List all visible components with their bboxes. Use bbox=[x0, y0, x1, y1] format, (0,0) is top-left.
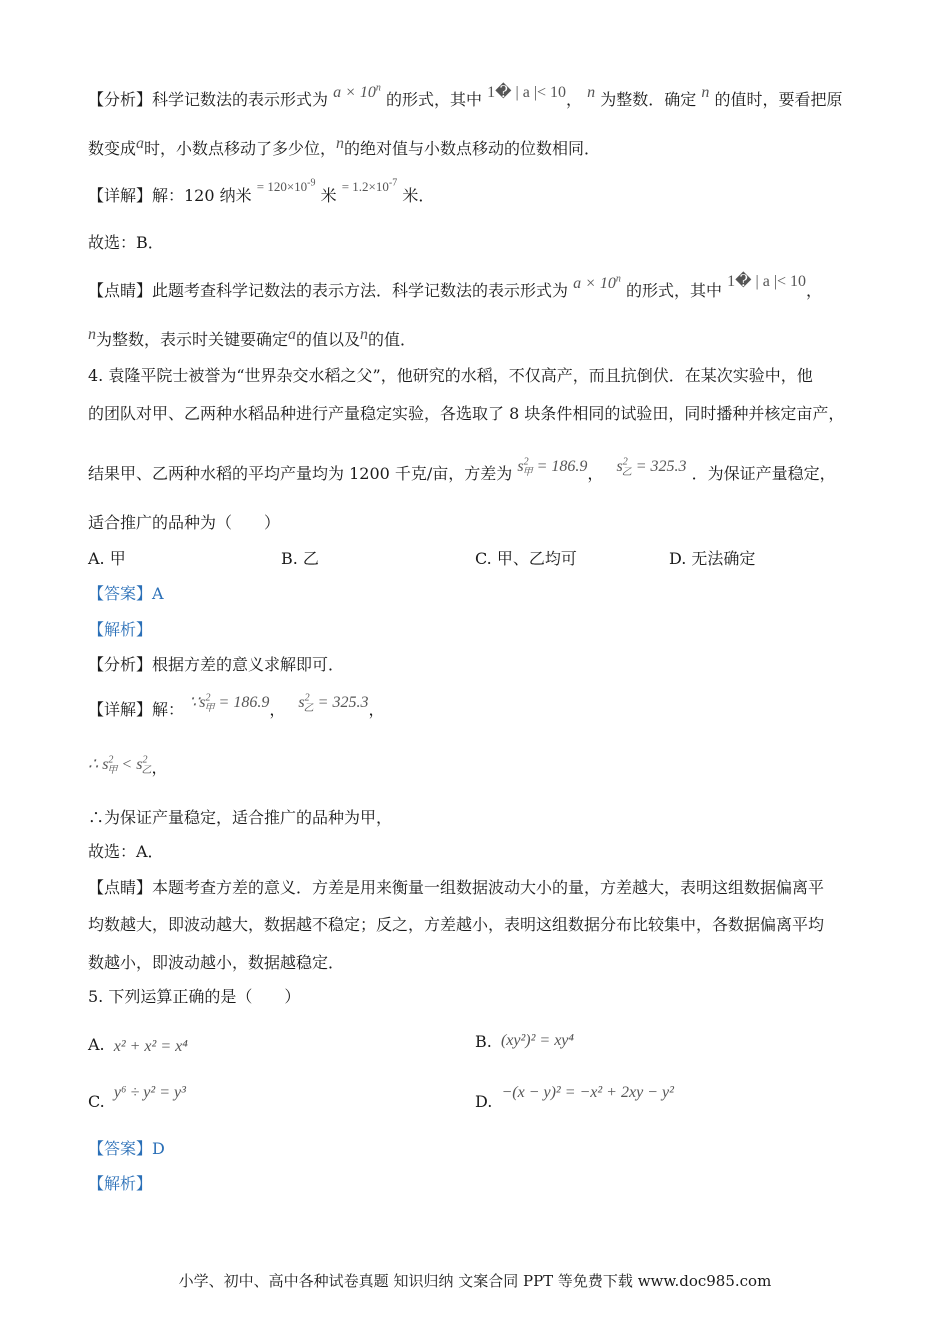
q4-detail-line-1: 【详解】解： $\because s^2_甲 = 186.9$， $s^2_乙 = 325.3$， bbox=[88, 692, 385, 719]
q4-stem-line-4: 适合推广的品种为（ ） bbox=[88, 513, 281, 532]
q4-stem-line-2: 的团队对甲、乙两种水稻品种进行产量稳定实验，各选取了 8 块条件相同的试验田，同时播种并核定亩产， bbox=[88, 404, 845, 423]
a-math: a bbox=[136, 135, 145, 152]
q3-comment-line-1: 【点睛】此题考查科学记数法的表示方法．科学记数法的表示形式为 $a \times 10^n$ 的形式，其中 1� | a |< 10， bbox=[88, 273, 823, 300]
q3-analysis-text: 【分析】科学记数法的表示形式为 bbox=[88, 90, 329, 109]
variance-jia-math: $s^2_甲 = 186.9$ bbox=[517, 456, 588, 479]
q4-option-c: C. 甲、乙均可 bbox=[475, 549, 577, 568]
q4-detail-line-2: ∴ $s^2_甲 < s^2_乙$， bbox=[88, 754, 168, 777]
q3-choice: 故选：B． bbox=[88, 233, 164, 252]
n-math: n bbox=[360, 326, 369, 343]
q5-option-a-math: x² + x² = x⁴ bbox=[113, 1038, 188, 1055]
q5-stem: 5. 下列运算正确的是（ ） bbox=[88, 987, 301, 1006]
q4-jiexi: 【解析】 bbox=[88, 620, 153, 639]
footer: 小学、初中、高中各种试卷真题 知识归纳 文案合同 PPT 等免费下载 www.doc985.com bbox=[178, 1272, 772, 1290]
range-math: 1� | a |< 10 bbox=[487, 84, 567, 101]
variance-yi-math: $s^2_乙 = 325.3$ bbox=[298, 692, 369, 715]
q4-conclusion: ∴为保证产量稳定，适合推广的品种为甲， bbox=[88, 808, 393, 827]
n-math: n bbox=[88, 326, 96, 343]
q5-option-c-math: y⁶ ÷ y² = y³ bbox=[113, 1084, 186, 1101]
q4-choice: 故选：A． bbox=[88, 842, 164, 861]
variance-comparison-math: ∴ $s^2_甲 < s^2_乙$ bbox=[88, 754, 152, 777]
q5-option-a: A. x² + x² = x⁴ bbox=[88, 1035, 188, 1055]
q4-stem-line-3: 结果甲、乙两种水稻的平均产量均为 1200 千克/亩，方差为 $s^2_甲 = 186.9$， $s^2_乙 = 325.3$ ．为保证产量稳定， bbox=[88, 456, 836, 483]
q5-option-b: B. (xy²)² = xy⁴ bbox=[475, 1032, 574, 1051]
q5-answer: 【答案】D bbox=[88, 1139, 165, 1158]
q3-comment-line-2: n为整数，表示时关键要确定a的值以及n的值． bbox=[88, 326, 417, 349]
q5-option-d: D. −(x − y)² = −x² + 2xy − y² bbox=[475, 1084, 674, 1111]
sci-notation-math: $a \times 10^n$ bbox=[333, 82, 381, 101]
q4-option-b: B. 乙 bbox=[281, 549, 319, 568]
q4-comment-line-1: 【点睛】本题考查方差的意义．方差是用来衡量一组数据波动大小的量，方差越大，表明这组数据偏离平 bbox=[88, 878, 825, 897]
q4-analysis: 【分析】根据方差的意义求解即可． bbox=[88, 655, 345, 674]
q3-analysis-line-2: 数变成a时，小数点移动了多少位，n的绝对值与小数点移动的位数相同． bbox=[88, 135, 601, 158]
q4-stem-line-1: 4. 袁隆平院士被誉为“世界杂交水稻之父”，他研究的水稻，不仅高产，而且抗倒伏．在某次实验中，他 bbox=[88, 366, 813, 385]
variance-jia-math: $\because s^2_甲 = 186.9$ bbox=[189, 692, 270, 715]
range-math: 1� | a |< 10 bbox=[727, 273, 807, 290]
n-math: n bbox=[336, 135, 345, 152]
sci-notation-math: $a \times 10^n$ bbox=[573, 273, 621, 292]
q5-option-b-math: (xy²)² = xy⁴ bbox=[500, 1032, 574, 1049]
q4-comment-line-2: 均数越大，即波动越大，数据越不稳定；反之，方差越小，表明这组数据分布比较集中，各数据偏离平均 bbox=[88, 915, 825, 934]
variance-yi-math: $s^2_乙 = 325.3$ bbox=[616, 456, 687, 479]
q4-option-d: D. 无法确定 bbox=[669, 549, 756, 568]
q4-comment-line-3: 数越小，即波动越小，数据越稳定． bbox=[88, 953, 345, 972]
q4-option-a: A. 甲 bbox=[88, 549, 126, 568]
q5-jiexi: 【解析】 bbox=[88, 1174, 153, 1193]
q5-option-c: C. y⁶ ÷ y² = y³ bbox=[88, 1084, 186, 1111]
q4-answer: 【答案】A bbox=[88, 584, 164, 603]
a-math: a bbox=[288, 326, 297, 343]
n-math: n bbox=[701, 84, 710, 101]
equation-1: = 120×10-9 bbox=[256, 177, 316, 194]
n-math: n bbox=[587, 84, 596, 101]
q3-analysis-line-1: 【分析】科学记数法的表示形式为 $a \times 10^n$ 的形式，其中 1� | a |< 10， n 为整数．确定 n 的值时，要看把原 bbox=[88, 82, 843, 109]
q3-detail-line: 【详解】解：120 纳米 $^{= 120\times 10^{-9}}$ 米 $^{= 1.2\times 10^{-7}}$ 米． bbox=[88, 177, 435, 205]
equation-2: = 1.2×10-7 bbox=[341, 177, 398, 194]
q5-option-d-math: −(x − y)² = −x² + 2xy − y² bbox=[501, 1084, 674, 1101]
